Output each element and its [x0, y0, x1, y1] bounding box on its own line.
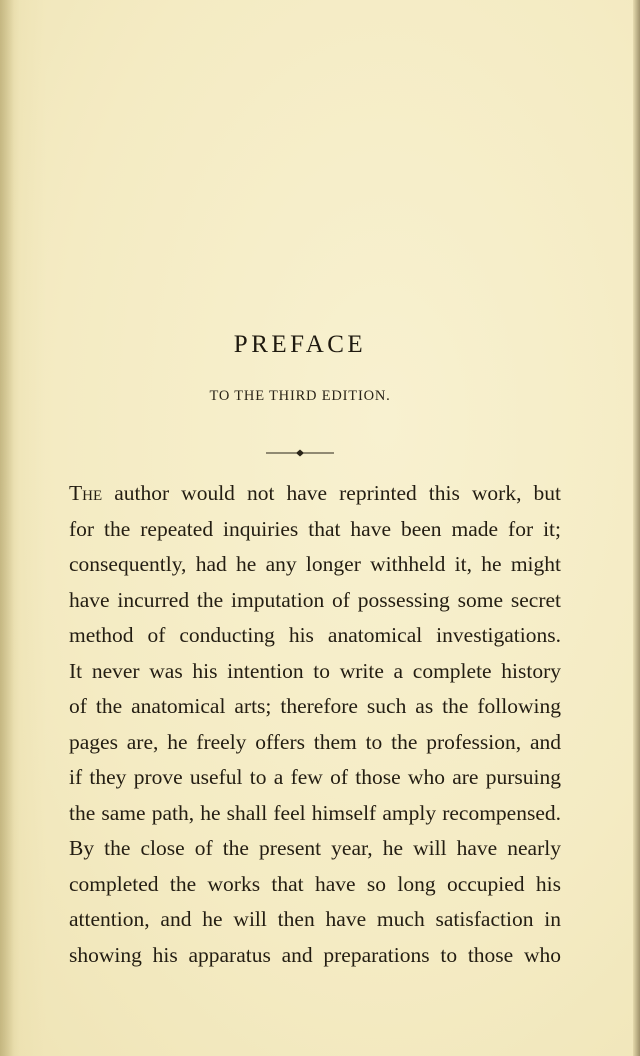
ornament-rule-icon: [266, 447, 334, 459]
text-line: have incurred the imputation of possessing some secret: [69, 587, 561, 612]
preface-body: [69, 476, 561, 973]
page-title: PREFACE: [233, 331, 367, 358]
text-line: showing his apparatus and preparations to those who: [69, 942, 561, 967]
text-line: if they prove useful to a few of those who are pursuing: [69, 765, 561, 789]
text-line: consequently, had he any longer withheld it, he might: [69, 552, 561, 576]
text-line: the same path, he shall feel himself amply recompensed.: [69, 800, 561, 825]
text-line: The author would not have reprinted this work, but: [69, 481, 561, 505]
text-line: By the close of the present year, he will have nearly: [69, 836, 561, 860]
gutter-shadow: [0, 0, 14, 1056]
page-subtitle: TO THE THIRD EDITION.: [209, 388, 391, 404]
text-line: completed the works that have so long occupied his: [69, 871, 561, 896]
text-line: It never was his intention to write a complete history: [69, 658, 561, 683]
text-line: for the repeated inquiries that have been made for it;: [69, 516, 561, 541]
text-line: method of conducting his anatomical investigations.: [69, 623, 561, 647]
text-line: pages are, he freely offers them to the profession, and: [69, 729, 561, 754]
page-edge: [633, 0, 640, 1056]
text-line: attention, and he will then have much satisfaction in: [69, 907, 561, 931]
text-line: of the anatomical arts; therefore such as the following: [69, 694, 561, 718]
